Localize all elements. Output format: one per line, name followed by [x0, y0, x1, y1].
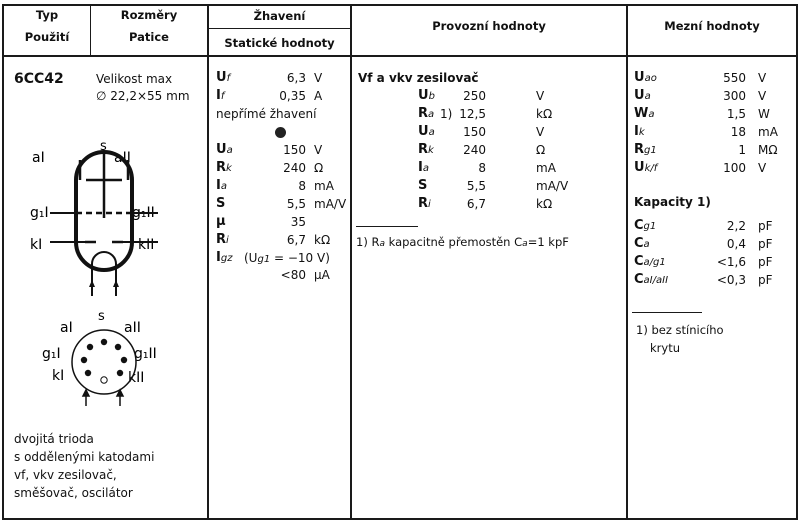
igz-condition: (Ug1 = −10 V)	[244, 251, 330, 265]
operating-row-value: 150	[463, 125, 486, 139]
static-row-value: 5,5	[286, 197, 306, 211]
operating-row-value: 6,7	[466, 197, 486, 211]
igz-unit: μA	[314, 268, 330, 282]
base-pin-diagram	[40, 310, 170, 410]
capacity-row-value: 0,4	[726, 237, 746, 251]
capacity-row-symbol: Ca/g1	[634, 254, 666, 269]
static-row-unit: mA	[314, 179, 334, 193]
limit-row-unit: MΩ	[758, 143, 778, 157]
label-s: s	[100, 139, 107, 154]
operating-title: Vf a vkv zesilovač	[358, 71, 479, 85]
if-symbol: If	[216, 88, 225, 103]
limit-row-unit: W	[758, 107, 770, 121]
pin-label-a2: aII	[124, 320, 141, 336]
label-k2: kII	[138, 237, 155, 253]
capacities-title: Kapacity 1)	[634, 195, 711, 209]
description-line-1: dvojitá trioda	[14, 432, 94, 446]
capacity-row-value: <0,3	[716, 273, 746, 287]
if-value: 0,35	[279, 89, 306, 103]
limit-row-symbol: Rg1	[634, 142, 657, 157]
static-row-value: 240	[283, 161, 306, 175]
static-row-symbol: Ua	[216, 142, 233, 157]
limit-row-unit: V	[758, 89, 767, 103]
capacity-row-symbol: Ca	[634, 236, 650, 251]
col-divider-2	[207, 4, 209, 520]
header-provozni: Provozní hodnoty	[432, 19, 546, 33]
tube-type: 6CC42	[14, 71, 64, 87]
operating-row-unit: mA	[536, 161, 556, 175]
limit-row-symbol: Wa	[634, 106, 655, 121]
capacity-row-unit: pF	[758, 237, 773, 251]
static-row-value: 150	[283, 143, 306, 157]
pin-label-a1: aI	[60, 320, 73, 336]
static-row-symbol: Rk	[216, 160, 232, 175]
limit-row-value: 300	[723, 89, 746, 103]
size-line-1: Velikost max	[96, 72, 173, 86]
header-mezni: Mezní hodnoty	[664, 19, 760, 33]
heating-subheader-rule	[208, 28, 350, 29]
header-pouziti: Použití	[24, 30, 70, 44]
igz-value: <80	[280, 268, 306, 282]
capacities-footnote-2: krytu	[650, 341, 680, 355]
left-border	[2, 4, 4, 520]
limit-row-unit: mA	[758, 125, 778, 139]
limit-row-value: 550	[723, 71, 746, 85]
header-rozmery: Rozměry	[120, 8, 178, 22]
operating-row-symbol: Rk	[418, 142, 434, 157]
heating-note: nepřímé žhavení	[216, 107, 317, 121]
operating-row-symbol: Ia	[418, 160, 429, 175]
size-line-2: ∅ 22,2×55 mm	[96, 89, 190, 103]
right-border	[796, 4, 798, 520]
base-heater-arrows	[83, 390, 123, 406]
static-row-symbol: Ia	[216, 178, 227, 193]
description-line-3: vf, vkv zesilovač,	[14, 468, 117, 482]
operating-footnote: 1) Ra kapacitně přemostěn Ca=1 kpF	[356, 235, 569, 249]
top-border	[2, 4, 797, 6]
static-row-value: 8	[298, 179, 306, 193]
header-zhaveni: Žhavení	[253, 9, 306, 23]
label-k1: kI	[30, 237, 43, 253]
operating-row-unit: kΩ	[536, 107, 553, 121]
bottom-border	[2, 518, 797, 520]
operating-row-unit: kΩ	[536, 197, 553, 211]
igz-symbol: Igz	[216, 250, 233, 265]
limits-footnote-rule	[632, 312, 702, 313]
description-line-2: s oddělenými katodami	[14, 450, 155, 464]
capacities-footnote-1: 1) bez stínicího	[636, 323, 724, 337]
static-row-unit: Ω	[314, 161, 324, 175]
static-row-value: 35	[290, 215, 306, 229]
heater-arrows	[89, 280, 119, 287]
pin-label-s: s	[98, 310, 105, 324]
operating-row-value: 5,5	[466, 179, 486, 193]
limit-row-symbol: Ua	[634, 88, 651, 103]
static-row-value: 6,7	[286, 233, 306, 247]
limit-row-symbol: Uk/f	[634, 160, 658, 175]
operating-row-unit: V	[536, 125, 545, 139]
capacity-row-unit: pF	[758, 255, 773, 269]
header-bottom-rule	[2, 55, 797, 57]
capacity-row-symbol: Cg1	[634, 218, 657, 233]
label-a1: aI	[32, 150, 45, 166]
limit-row-value: 100	[723, 161, 746, 175]
pin-label-g1: g₁I	[42, 346, 61, 362]
limit-row-symbol: Ik	[634, 124, 645, 139]
static-row-symbol: S	[216, 196, 226, 211]
capacity-row-symbol: CaI/aII	[634, 272, 669, 287]
uf-value: 6,3	[286, 71, 306, 85]
pin-label-k1: kI	[52, 368, 65, 384]
label-g1: g₁I	[30, 205, 49, 221]
label-g2: g₁II	[132, 205, 155, 221]
label-a2: aII	[114, 150, 131, 166]
col-divider-3	[350, 4, 352, 520]
tube-symbol-diagram	[30, 138, 180, 298]
static-row-unit: kΩ	[314, 233, 331, 247]
operating-row-symbol: Ub	[418, 88, 435, 103]
heating-dot-icon	[275, 127, 286, 138]
capacity-row-unit: pF	[758, 273, 773, 287]
limit-row-unit: V	[758, 71, 767, 85]
operating-row-unit: V	[536, 89, 545, 103]
operating-row-symbol: Ua	[418, 124, 435, 139]
header-staticke: Statické hodnoty	[224, 36, 335, 50]
header-patice: Patice	[129, 30, 169, 44]
base-pins	[81, 339, 127, 383]
static-row-unit: mA/V	[314, 197, 347, 211]
limit-row-value: 1	[738, 143, 746, 157]
pin-label-k2: kII	[128, 370, 145, 386]
operating-row-value: 12,5	[459, 107, 486, 121]
operating-row-symbol: Ri	[418, 196, 431, 211]
if-unit: A	[314, 89, 323, 103]
operating-row-value: 8	[478, 161, 486, 175]
description-line-4: směšovač, oscilátor	[14, 486, 133, 500]
limit-row-symbol: Uao	[634, 70, 657, 85]
operating-row-symbol: S	[418, 178, 428, 193]
capacity-row-value: <1,6	[716, 255, 746, 269]
uf-unit: V	[314, 71, 323, 85]
static-row-symbol: Ri	[216, 232, 229, 247]
col-divider-4	[626, 4, 628, 520]
uf-symbol: Uf	[216, 70, 231, 85]
operating-row-value: 250	[463, 89, 486, 103]
tube-electrodes	[50, 152, 158, 296]
capacity-row-value: 2,2	[726, 219, 746, 233]
static-row-unit: V	[314, 143, 323, 157]
pin-label-g2: g₁II	[134, 346, 157, 362]
limit-row-value: 18	[730, 125, 746, 139]
operating-row-value: 240	[463, 143, 486, 157]
capacity-row-unit: pF	[758, 219, 773, 233]
limit-row-value: 1,5	[726, 107, 746, 121]
limit-row-unit: V	[758, 161, 767, 175]
operating-row-unit: Ω	[536, 143, 546, 157]
operating-footnote-rule	[356, 226, 418, 227]
operating-row-note: 1)	[440, 107, 453, 121]
operating-row-unit: mA/V	[536, 179, 569, 193]
static-row-symbol: μ	[216, 214, 226, 229]
header-typ: Typ	[35, 8, 59, 22]
operating-row-symbol: Ra	[418, 106, 435, 121]
